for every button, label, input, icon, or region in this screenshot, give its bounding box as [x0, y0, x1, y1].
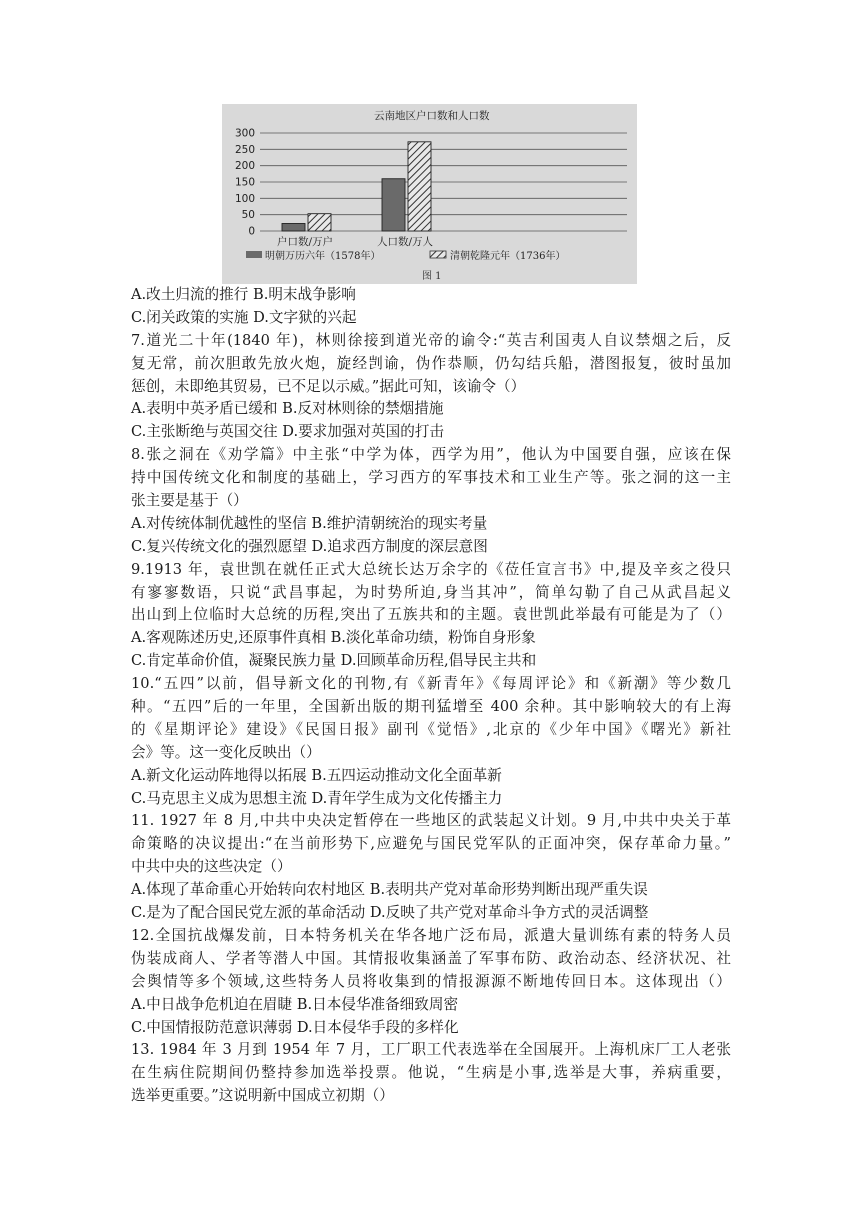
y-tick-label: 50 — [241, 209, 255, 222]
text-line: 9.1913 年，袁世凯在就任正式大总统长达万余字的《莅任宣言书》中,提及辛亥之役只 — [131, 560, 731, 578]
text-line: 的《星期评论》建设》《民国日报》副刊《觉悟》,北京的《少年中国》《曙光》新社 — [131, 720, 731, 738]
text-line: 惩创，未即绝其贸易，已不足以示威。”据此可知，该谕令（） — [131, 377, 526, 395]
question-text — [131, 284, 731, 1108]
y-tick-label: 300 — [234, 127, 255, 140]
text-line: 会》等。这一变化反映出（） — [131, 743, 321, 761]
bar-1578-0 — [282, 223, 305, 231]
y-tick-label: 150 — [234, 176, 255, 189]
legend-swatch-1578 — [246, 251, 262, 258]
text-line: C.复兴传统文化的强烈愿望 D.追求西方制度的深层意图 — [131, 537, 488, 555]
chart-figure — [222, 104, 637, 284]
text-line: A.改土归流的推行 B.明末战争影响 — [131, 286, 356, 303]
text-line: 10.“五四”以前，倡导新文化的刊物,有《新青年》《每周评论》和《新潮》等少数几 — [131, 675, 731, 693]
text-line: 复无常，前次胆敢先放火炮，旋经剀谕，伪作恭顺，仍勾结兵船，潜图报复，彼时虽加 — [131, 354, 731, 372]
text-line: A.对传统体制优越性的坚信 B.维护清朝统治的现实考量 — [131, 514, 488, 532]
text-line: 在生病住院期间仍整持参加选举投票。他说，“生病是小事,选举是大事，养病重要， — [131, 1064, 731, 1082]
text-line: 命策略的决议提出:“在当前形势下,应避免与国民党军队的正面冲突，保存革命力量。” — [131, 835, 731, 853]
legend-swatch-1736 — [430, 251, 446, 258]
bar-1736-1 — [408, 142, 431, 231]
figure-caption: 图 1 — [422, 271, 442, 282]
text-line: C.中国情报防范意识薄弱 D.日本侵华手段的多样化 — [131, 1018, 459, 1036]
legend-label-1578: 明朝万历六年（1578年） — [265, 251, 381, 262]
text-line: 持中国传统文化和制度的基础上，学习西方的军事技术和工业生产等。张之洞的这一主 — [131, 469, 731, 487]
text-line: 出山到上位临时大总统的历程,突出了五族共和的主题。袁世凯此举最有可能是为了（） — [131, 606, 731, 624]
text-line: 中共中央的这些决定（） — [131, 858, 292, 876]
legend — [246, 249, 565, 262]
text-line: A.客观陈述历史,还原事件真相 B.淡化革命功绩，粉饰自身形象 — [131, 629, 536, 647]
text-line: A.表明中英矛盾已缓和 B.反对林则徐的禁烟措施 — [131, 400, 444, 418]
text-line: A.中日战争危机迫在眉睫 B.日本侵华准备细致周密 — [131, 995, 459, 1013]
text-line: 7.道光二十年(1840 年)，林则徐接到道光帝的谕令:“英吉利国夷人自议禁烟之后，反 — [131, 331, 731, 349]
bar-1736-0 — [308, 214, 331, 231]
chart-title: 云南地区户口数和人口数 — [374, 110, 490, 122]
legend-label-1736: 清朝乾隆元年（1736年） — [450, 251, 566, 262]
x-category-label: 人口数/万人 — [377, 236, 434, 248]
text-line: C.马克思主义成为思想主流 D.青年学生成为文化传播主力 — [131, 789, 503, 807]
text-line: 8.张之洞在《劝学篇》中主张“中学为体，西学为用”，他认为中国要自强，应该在保 — [131, 446, 731, 464]
y-tick-label: 0 — [248, 225, 255, 238]
bar-1578-1 — [382, 179, 405, 231]
text-line: C.闭关政策的实施 D.文字狱的兴起 — [131, 308, 357, 326]
text-line: C.主张断绝与英国交往 D.要求加强对英国的打击 — [131, 423, 445, 441]
text-line: A.新文化运动阵地得以拓展 B.五四运动推动文化全面革新 — [131, 766, 502, 784]
text-line: C.肯定革命价值，凝聚民族力量 D.回顾革命历程,倡导民主共和 — [131, 652, 537, 670]
y-tick-label: 100 — [234, 192, 255, 205]
text-line: A.体现了革命重心开始转向农村地区 B.表明共产党对革命形势判断出现严重失误 — [131, 881, 648, 899]
y-tick-label: 200 — [234, 160, 255, 173]
text-line: 张主要是基于（） — [131, 492, 248, 510]
text-line: 选举更重要。”这说明新中国成立初期（） — [131, 1087, 394, 1105]
text-line: 伪装成商人、学者等潜人中国。其情报收集涵盖了军事布防、政治动态、经济状况、社 — [131, 949, 731, 967]
text-line: 13. 1984 年 3 月到 1954 年 7 月，工厂职工代表选举在全国展开。上海机床厂工人老张 — [131, 1041, 731, 1059]
text-line: 有寥寥数语，只说“武昌事起，为时势所迫,身当其冲”，简单勾勒了自己从武昌起义 — [131, 583, 731, 601]
x-category-label: 户口数/万户 — [277, 236, 334, 248]
text-line: 12.全国抗战爆发前，日本特务机关在华各地广泛布局，派遣大量训练有素的特务人员 — [131, 926, 731, 944]
text-line: 种。“五四”后的一年里，全国新出版的期刊猛增至 400 余种。其中影响较大的有上海 — [131, 698, 731, 716]
population-bar-chart — [222, 104, 637, 284]
text-line: 会舆情等多个领域,这些特务人员将收集到的情报源源不断地传回日本。这体现出（） — [131, 972, 731, 990]
text-line: C.是为了配合国民党左派的革命活动 D.反映了共产党对革命斗争方式的灵活调整 — [131, 904, 649, 922]
text-line: 11. 1927 年 8 月,中共中央决定暂停在一些地区的武装起义计划。9 月,中共中央关于革 — [131, 812, 731, 830]
y-tick-label: 250 — [234, 143, 255, 156]
